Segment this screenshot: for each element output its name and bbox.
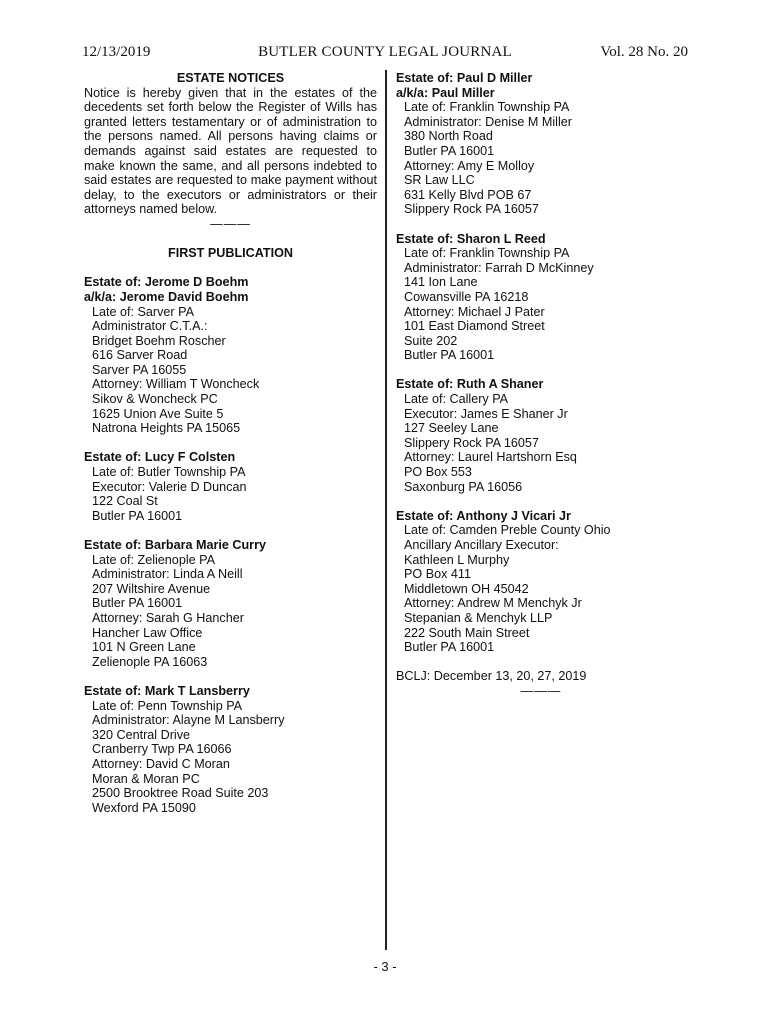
estate-detail-line: Moran & Moran PC (92, 771, 200, 786)
publication-heading: FIRST PUBLICATION (168, 246, 293, 261)
estate-detail-line: 631 Kelly Blvd POB 67 (404, 187, 532, 202)
running-header (82, 44, 688, 64)
estate-name: Estate of: Lucy F Colsten (84, 450, 236, 465)
journal-title: BUTLER COUNTY LEGAL JOURNAL (258, 44, 512, 60)
section-heading: ESTATE NOTICES (176, 71, 285, 85)
estate-detail-line: Sarver PA 16055 (92, 362, 187, 377)
estate-detail-line: Late of: Franklin Township PA (404, 100, 570, 115)
estate-detail-line: Attorney: Amy E Molloy (404, 158, 535, 173)
estate-detail-line: 320 Central Drive (92, 727, 190, 742)
column-divider (385, 70, 387, 950)
end-separator: ——— (520, 683, 562, 698)
estate-detail-line: PO Box 411 (404, 567, 471, 582)
estate-detail-line: Zelienople PA 16063 (92, 654, 208, 669)
estate-list-right (396, 71, 686, 669)
estate-notice (84, 275, 377, 436)
estate-detail-line: Bridget Boehm Roscher (92, 333, 226, 348)
estate-detail-line: Cranberry Twp PA 16066 (92, 742, 232, 757)
issue-date: 12/13/2019 (82, 44, 151, 60)
estate-notice (84, 450, 377, 523)
estate-detail-line: Butler PA 16001 (92, 596, 183, 611)
estate-aka: a/k/a: Jerome David Boehm (84, 289, 249, 304)
estate-detail-line: 122 Coal St (92, 494, 158, 509)
estate-detail-line: Hancher Law Office (92, 625, 203, 640)
estate-detail-line: 616 Sarver Road (92, 348, 188, 363)
estate-detail-line: Late of: Franklin Township PA (404, 246, 570, 261)
estate-aka: a/k/a: Paul Miller (396, 85, 495, 100)
estate-detail-line: Attorney: Andrew M Menchyk Jr (404, 596, 582, 611)
estate-detail-line: Administrator: Alayne M Lansberry (92, 713, 285, 728)
estate-detail-line: Late of: Penn Township PA (92, 698, 243, 713)
estate-detail-line: Sikov & Woncheck PC (92, 392, 218, 407)
right-column (396, 71, 686, 699)
estate-detail-line: Butler PA 16001 (92, 508, 183, 523)
estate-name: Estate of: Paul D Miller (396, 71, 533, 85)
estate-notice (396, 377, 686, 494)
estate-detail-line: PO Box 553 (404, 465, 472, 480)
estate-detail-line: Late of: Camden Preble County Ohio (404, 523, 611, 538)
estate-detail-line: Executor: James E Shaner Jr (404, 406, 568, 421)
estate-detail-line: Middletown OH 45042 (404, 581, 529, 596)
estate-detail-line: Slippery Rock PA 16057 (404, 435, 539, 450)
estate-detail-line: Kathleen L Murphy (404, 552, 510, 567)
estate-detail-line: Saxonburg PA 16056 (404, 479, 523, 494)
estate-detail-line: Late of: Sarver PA (92, 304, 194, 319)
estate-detail-line: Butler PA 16001 (404, 348, 495, 363)
notice-intro: Notice is hereby given that in the estates of the decedents set forth below the Register of Wills has granted letters testamentary or of administration to the persons named. All persons having claims or demands against said estates are requested to make known the same, and all persons indebted to said estates are requested to make payment without delay, to the executors or administrators or their attorneys named below. (84, 85, 377, 217)
estate-detail-line: Ancillary Ancillary Executor: (404, 538, 559, 552)
estate-detail-line: 380 North Road (404, 129, 493, 144)
estate-detail-line: Attorney: David C Moran (92, 756, 230, 771)
estate-name: Estate of: Barbara Marie Curry (84, 538, 266, 552)
estate-detail-line: 207 Wiltshire Avenue (92, 581, 211, 596)
estate-name: Estate of: Sharon L Reed (396, 231, 546, 246)
estate-detail-line: Attorney: Sarah G Hancher (92, 610, 244, 625)
estate-detail-line: 1625 Union Ave Suite 5 (92, 406, 224, 421)
estate-detail-line: SR Law LLC (404, 173, 475, 188)
estate-detail-line: Late of: Zelienople PA (92, 552, 215, 567)
estate-detail-line: 127 Seeley Lane (404, 421, 499, 436)
left-column (84, 71, 377, 830)
estate-detail-line: Butler PA 16001 (404, 143, 495, 158)
estate-detail-line: Administrator: Denise M Miller (404, 114, 572, 129)
estate-notice (84, 538, 377, 669)
estate-detail-line: Cowansville PA 16218 (404, 289, 529, 304)
volume-number: Vol. 28 No. 20 (600, 44, 688, 60)
estate-name: Estate of: Mark T Lansberry (84, 683, 250, 698)
estate-detail-line: Stepanian & Menchyk LLP (404, 610, 553, 625)
estate-name: Estate of: Jerome D Boehm (84, 275, 249, 290)
estate-detail-line: Administrator: Linda A Neill (92, 567, 243, 582)
estate-notice (396, 509, 686, 655)
estate-detail-line: 101 East Diamond Street (404, 319, 545, 334)
estate-notice (84, 684, 377, 815)
estate-detail-line: 2500 Brooktree Road Suite 203 (92, 786, 269, 801)
estate-detail-line: Administrator C.T.A.: (92, 319, 208, 334)
estate-notice (396, 71, 686, 217)
estate-detail-line: Slippery Rock PA 16057 (404, 202, 539, 217)
estate-detail-line: Attorney: William T Woncheck (92, 377, 260, 392)
estate-detail-line: 222 South Main Street (404, 625, 530, 640)
separator-rule: ——— (210, 216, 251, 231)
estate-detail-line: Late of: Butler Township PA (92, 465, 246, 480)
estate-detail-line: 141 Ion Lane (404, 275, 478, 290)
estate-list-left (84, 275, 377, 830)
estate-detail-line: Attorney: Laurel Hartshorn Esq (404, 450, 577, 465)
estate-detail-line: Late of: Callery PA (404, 392, 509, 407)
estate-detail-line: Butler PA 16001 (404, 640, 495, 655)
estate-detail-line: Executor: Valerie D Duncan (92, 479, 247, 494)
estate-name: Estate of: Anthony J Vicari Jr (396, 508, 571, 523)
estate-detail-line: Natrona Heights PA 15065 (92, 421, 241, 436)
estate-detail-line: 101 N Green Lane (92, 640, 196, 655)
estate-detail-line: Administrator: Farrah D McKinney (404, 260, 594, 275)
estate-detail-line: Wexford PA 15090 (92, 800, 196, 815)
bclj-dates: BCLJ: December 13, 20, 27, 2019 (396, 669, 587, 684)
estate-name: Estate of: Ruth A Shaner (396, 377, 544, 392)
estate-notice (396, 232, 686, 363)
estate-detail-line: Suite 202 (404, 333, 458, 348)
page-number: - 3 - (373, 959, 397, 974)
estate-detail-line: Attorney: Michael J Pater (404, 304, 545, 319)
